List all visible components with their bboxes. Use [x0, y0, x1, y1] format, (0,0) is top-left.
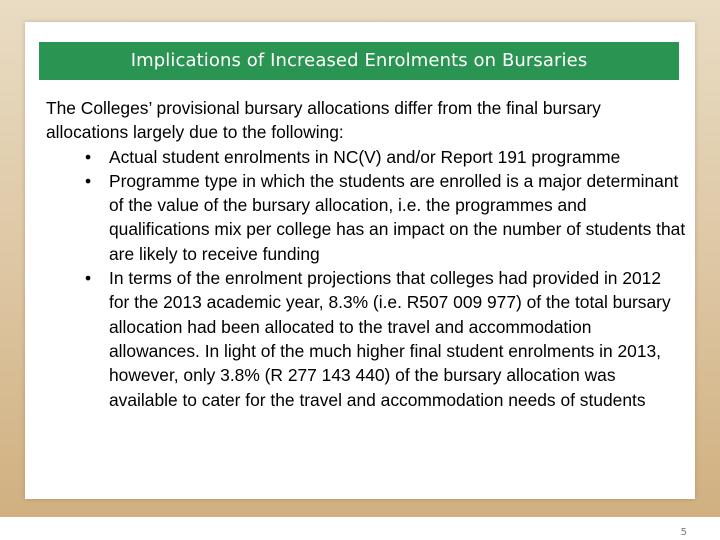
bullet-text: In terms of the enrolment projections that colleges had provided in 2012 for the 2013 academic year, 8.3% (i.e. R507 009 977) of the total bursary allocation had been allocated to the travel and accommodation allowances. In light of the much higher final student enrolments in 2013, however, only 3.8% (R 277 143 440) of the bursary allocation was available to cater for the travel and accommodation needs of students	[109, 268, 671, 410]
bullet-text: Programme type in which the students are enrolled is a major determinant of the value of the bursary allocation, i.e. the programmes and qualifications mix per college has an impact on the number of students that are likely to receive funding	[109, 170, 686, 264]
page-number: 5	[680, 527, 687, 538]
bullet-item	[46, 145, 686, 169]
footer-band	[0, 517, 720, 540]
bullet-list	[46, 145, 686, 412]
slide-title: Implications of Increased Enrolments on Bursaries	[39, 42, 679, 80]
slide-body	[46, 96, 686, 412]
bullet-item	[46, 266, 686, 412]
intro-paragraph: The Colleges’ provisional bursary allocations differ from the final bursary allocations largely due to the following:	[46, 98, 601, 143]
bullet-text: Actual student enrolments in NC(V) and/or Report 191 programme	[109, 146, 621, 167]
bullet-marker: •	[85, 170, 92, 191]
bullet-item	[46, 169, 686, 266]
bullet-marker: •	[85, 268, 92, 289]
bullet-marker: •	[85, 146, 92, 167]
